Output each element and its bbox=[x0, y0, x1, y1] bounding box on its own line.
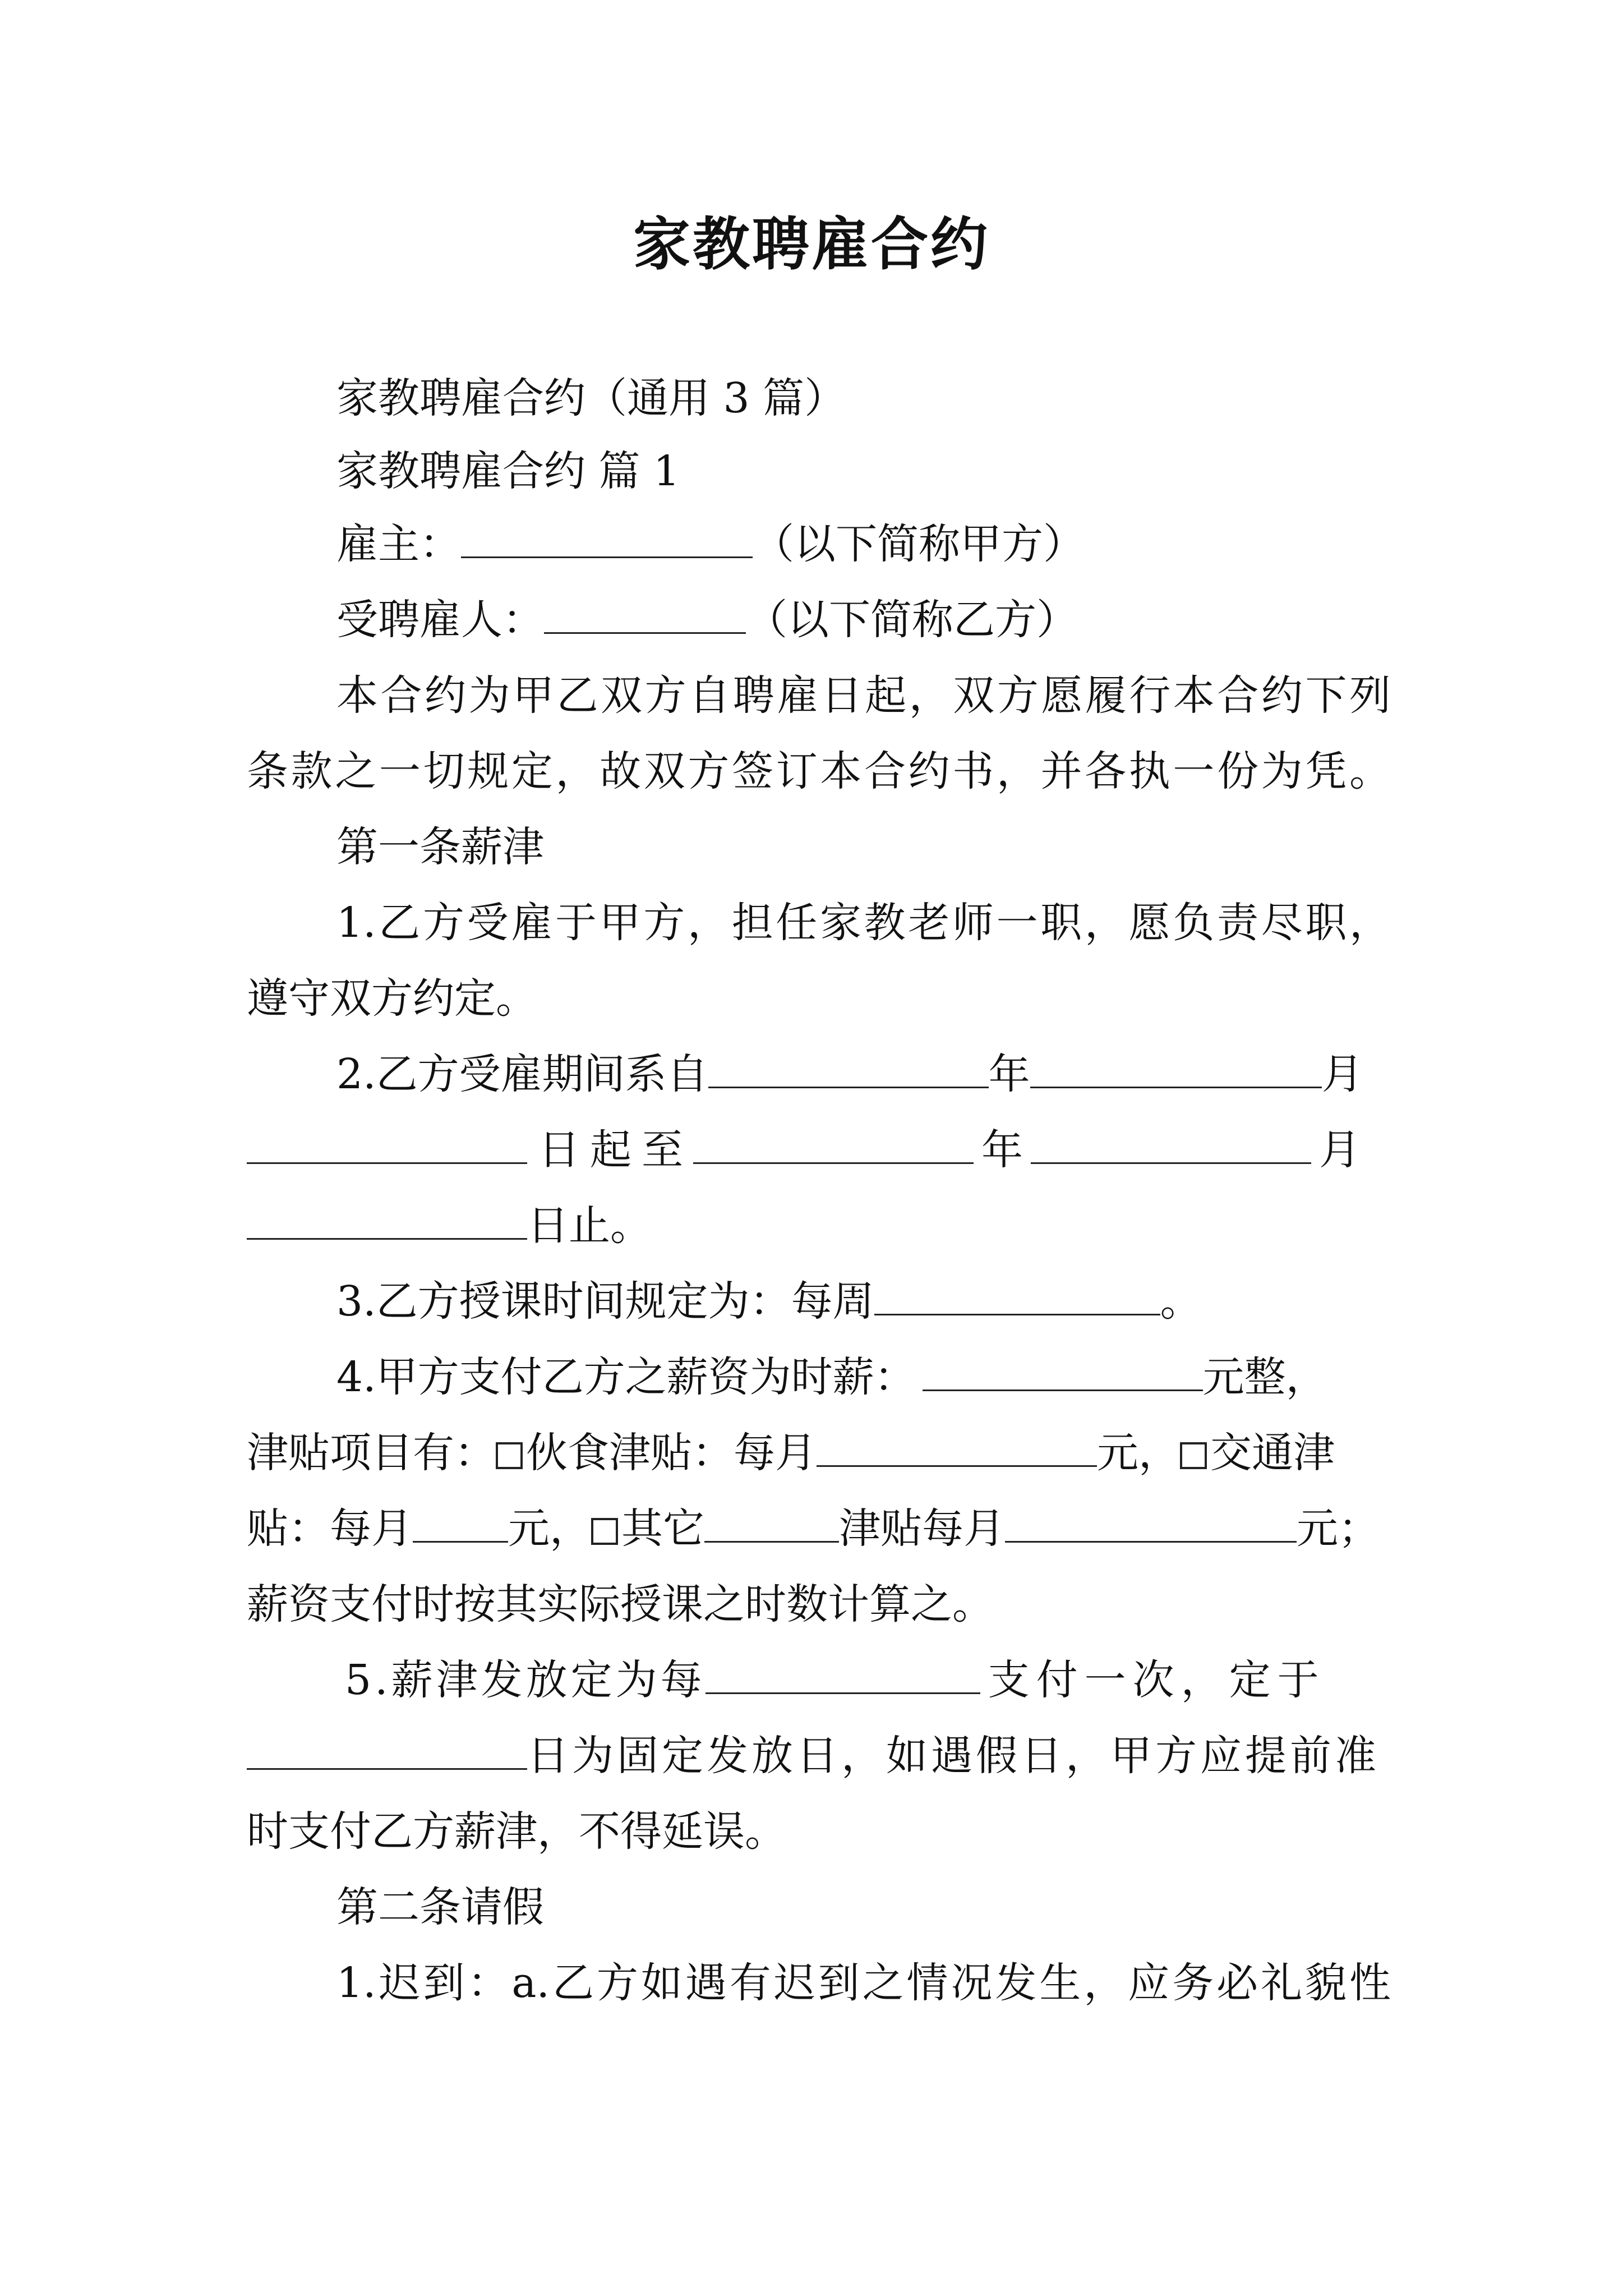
end-month-blank[interactable] bbox=[1031, 1125, 1311, 1164]
a1-item5-prefix: 5.薪津发放定为每 bbox=[345, 1656, 706, 1704]
end-year-blank[interactable] bbox=[693, 1125, 974, 1164]
article1-title: 第一条薪津 bbox=[336, 823, 544, 871]
unit-day-end: 日止。 bbox=[527, 1202, 652, 1250]
transport-allowance-checkbox[interactable] bbox=[1180, 1442, 1207, 1469]
unit-day-from-to: 日起至 bbox=[538, 1126, 693, 1174]
a1-item4-line3 bbox=[247, 1501, 1391, 1557]
other-allowance-amount-blank[interactable] bbox=[1005, 1504, 1297, 1543]
other-label: 其它 bbox=[621, 1504, 704, 1553]
transport-allowance-label-2: 贴：每月 bbox=[247, 1504, 413, 1553]
a1-item1-line1: 1.乙方受雇于甲方，担任家教老师一职，愿负责尽职， bbox=[336, 899, 1391, 947]
preamble-line-2: 条款之一切规定，故双方签订本合约书，并各执一份为凭。 bbox=[247, 747, 1391, 795]
a1-item2-prefix: 2.乙方受雇期间系自 bbox=[336, 1050, 708, 1098]
document-title: 家教聘雇合约 bbox=[633, 211, 990, 278]
unit-yuan-semicolon: 元； bbox=[1297, 1504, 1380, 1553]
employer-line bbox=[336, 516, 1391, 572]
document-subtitle: 家教聘雇合约（通用 3 篇） bbox=[336, 374, 846, 422]
employer-label: 雇主： bbox=[336, 520, 461, 568]
employer-note: （以下简称甲方） bbox=[753, 520, 1085, 568]
a1-item4-line4: 薪资支付时按其实际授课之时数计算之。 bbox=[247, 1580, 994, 1628]
allowance-items-label: 津贴项目有： bbox=[247, 1429, 496, 1477]
employee-label: 受聘雇人： bbox=[336, 596, 544, 644]
a1-item3-line bbox=[336, 1273, 1391, 1329]
a1-item2-line2 bbox=[247, 1122, 1391, 1178]
a1-item5-line1 bbox=[345, 1652, 1399, 1708]
pay-period-blank[interactable] bbox=[706, 1655, 980, 1694]
a2-item1-line1: 1.迟到：a.乙方如遇有迟到之情况发生，应务必礼貌性 bbox=[336, 1959, 1391, 2007]
preamble-line-1: 本合约为甲乙双方自聘雇日起，双方愿履行本合约下列 bbox=[336, 671, 1391, 720]
start-day-blank[interactable] bbox=[247, 1125, 527, 1164]
a1-item5-mid: 支付一次，定于 bbox=[988, 1656, 1326, 1704]
a1-item1-line2: 遵守双方约定。 bbox=[247, 974, 537, 1023]
other-allowance-checkbox[interactable] bbox=[591, 1518, 618, 1545]
meal-allowance-blank[interactable] bbox=[817, 1428, 1097, 1467]
a1-item2-line3 bbox=[247, 1198, 1391, 1254]
pay-day-blank[interactable] bbox=[247, 1731, 527, 1770]
article2-title: 第二条请假 bbox=[336, 1883, 544, 1931]
end-day-blank[interactable] bbox=[247, 1201, 527, 1240]
employee-note: （以下简称乙方） bbox=[746, 596, 1078, 644]
employee-line bbox=[336, 592, 1391, 648]
a1-item2-line1 bbox=[336, 1046, 1391, 1102]
a1-item4-line1 bbox=[336, 1349, 1391, 1405]
weekly-hours-blank[interactable] bbox=[874, 1277, 1160, 1315]
section-heading: 家教聘雇合约 篇 1 bbox=[336, 447, 680, 495]
transport-allowance-blank[interactable] bbox=[413, 1504, 508, 1543]
other-allowance-label: 津贴每月 bbox=[839, 1504, 1005, 1553]
other-allowance-name-blank[interactable] bbox=[704, 1504, 839, 1543]
start-year-blank[interactable] bbox=[708, 1050, 989, 1088]
a1-item4-line2 bbox=[247, 1425, 1391, 1481]
a1-item3-prefix: 3.乙方授课时间规定为：每周 bbox=[336, 1277, 874, 1326]
unit-yuan-comma-2: 元， bbox=[508, 1504, 591, 1553]
a1-item3-suffix: 。 bbox=[1160, 1277, 1202, 1326]
a1-item4-prefix: 4.甲方支付乙方之薪资为时薪： bbox=[336, 1353, 916, 1401]
transport-allowance-label-1: 交通津 bbox=[1210, 1429, 1335, 1477]
a1-item5-line2 bbox=[247, 1728, 1391, 1784]
unit-yuan-comma-1: 元， bbox=[1097, 1429, 1180, 1477]
unit-month-2: 月 bbox=[1319, 1126, 1361, 1174]
meal-allowance-checkbox[interactable] bbox=[496, 1442, 523, 1469]
unit-year-1: 年 bbox=[988, 1050, 1030, 1098]
a1-item5-line2-text: 日为固定发放日，如遇假日，甲方应提前准 bbox=[527, 1732, 1380, 1780]
a1-item4-suffix: 元整， bbox=[1202, 1353, 1327, 1401]
hourly-wage-blank[interactable] bbox=[923, 1352, 1203, 1391]
unit-year-2: 年 bbox=[981, 1126, 1023, 1174]
unit-month-1: 月 bbox=[1321, 1050, 1363, 1098]
meal-allowance-label: 伙食津贴：每月 bbox=[526, 1429, 817, 1477]
employee-blank[interactable] bbox=[544, 595, 746, 634]
a1-item5-line3: 时支付乙方薪津，不得延误。 bbox=[247, 1807, 786, 1856]
start-month-blank[interactable] bbox=[1030, 1050, 1322, 1088]
employer-blank[interactable] bbox=[461, 519, 753, 558]
